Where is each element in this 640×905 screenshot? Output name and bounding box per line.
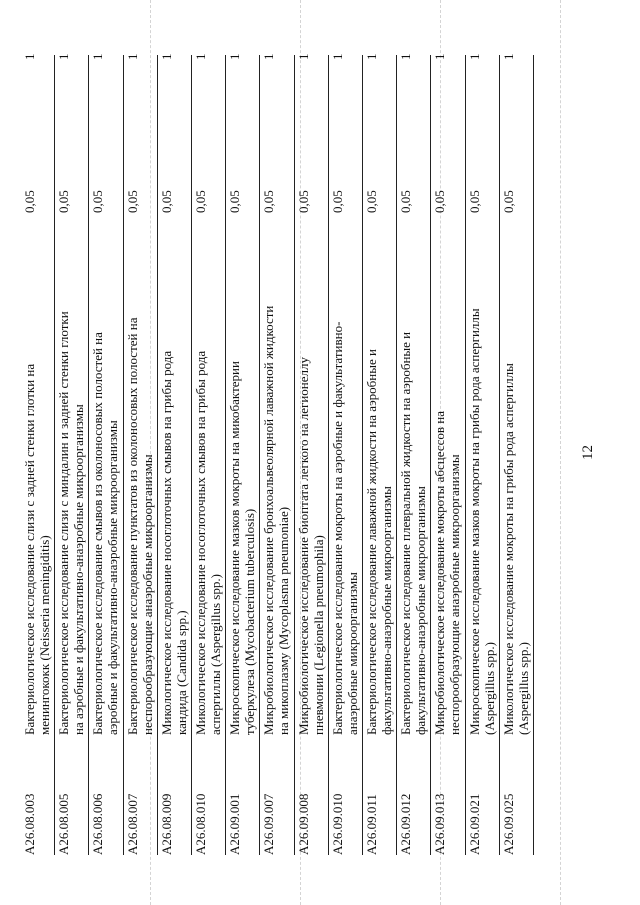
row-coefficient: 0,05 (261, 190, 277, 213)
row-divider (465, 55, 466, 855)
row-coefficient: 0,05 (364, 190, 379, 213)
row-quantity: 1 (124, 53, 140, 60)
row-code: A26.09.011 (364, 794, 379, 855)
row-divider (54, 55, 55, 855)
row-divider (533, 55, 534, 855)
row-divider (499, 55, 500, 855)
row-quantity: 1 (56, 53, 72, 60)
row-code: A26.08.007 (124, 793, 140, 855)
row-coefficient: 0,05 (466, 190, 482, 213)
row-divider (123, 55, 124, 855)
column-guide-line (560, 0, 561, 905)
row-coefficient: 0,05 (193, 190, 208, 213)
row-code: A26.08.005 (56, 793, 72, 855)
row-quantity: 1 (227, 53, 243, 60)
row-divider (259, 55, 260, 855)
row-code: A26.09.008 (295, 793, 311, 855)
row-code: A26.09.013 (432, 793, 448, 855)
row-quantity: 1 (329, 53, 345, 60)
row-divider (157, 55, 158, 855)
row-name: Микробиологическое исследование бронхоальвеолярной лаважной жидкости на микоплазму (Mycoplasma pneumoniae) (261, 305, 292, 735)
row-name: Бактериологическое исследование плевральной жидкости на аэробные и факультативно-анаэробные микроорганизмы (398, 331, 429, 735)
row-coefficient: 0,05 (124, 190, 140, 213)
row-code: A26.08.009 (158, 793, 174, 855)
row-coefficient: 0,05 (295, 190, 311, 213)
row-code: A26.09.025 (500, 793, 516, 855)
row-divider (430, 55, 431, 855)
row-quantity: 1 (364, 53, 379, 60)
row-divider (88, 55, 89, 855)
row-coefficient: 0,05 (432, 190, 448, 213)
row-coefficient: 0,05 (329, 190, 345, 213)
row-name: Микробиологическое исследование биоптата легкого на легионеллу пневмонии (Legionella pneumophila) (295, 356, 326, 735)
row-divider (225, 55, 226, 855)
row-divider (362, 55, 363, 855)
row-name: Бактериологическое исследование слизи с задней стенки глотки на менингококк (Neisseria meningiditis) (22, 363, 52, 735)
row-quantity: 1 (193, 53, 208, 60)
row-code: A26.09.007 (261, 793, 277, 855)
row-coefficient: 0,05 (56, 190, 72, 213)
row-name: Микологическое исследование носоглоточных смывов на грибы рода кандида (Candida spp.) (158, 350, 189, 735)
row-code: A26.08.010 (193, 793, 208, 855)
row-quantity: 1 (432, 53, 448, 60)
row-name: Бактериологическое исследование мокроты на аэробные и факультативно-анаэробные микроорганизмы (329, 321, 360, 735)
row-name: Бактериологическое исследование слизи с миндалин и задней стенки глотки на аэробные и факультативно-анаэробные микроорганизмы (56, 311, 87, 735)
row-coefficient: 0,05 (90, 190, 106, 213)
row-quantity: 1 (261, 53, 277, 60)
row-quantity: 1 (158, 53, 174, 60)
row-name: Микроскопическое исследование мазков мокроты на микобактерии туберкулеза (Mycobacterium tuberculosis) (227, 361, 258, 735)
row-name: Микробиологическое исследование мокроты абсцессов на неспорообразующие анаэробные микроорганизмы (432, 410, 463, 735)
row-name: Бактериологическое исследование пунктатов из околоносовых полостей на неспорообразующие анаэробные микроорганизмы (124, 317, 155, 735)
row-quantity: 1 (295, 53, 311, 60)
row-quantity: 1 (90, 53, 106, 60)
row-code: A26.09.001 (227, 793, 243, 855)
row-coefficient: 0,05 (22, 190, 37, 213)
row-code: A26.08.003 (22, 793, 37, 855)
row-code: A26.09.012 (398, 793, 414, 855)
row-code: A26.09.010 (329, 793, 345, 855)
row-quantity: 1 (398, 53, 414, 60)
row-name: Микологическое исследование носоглоточных смывов на грибы рода аспергиллы (Aspergillus spp.) (193, 350, 223, 735)
row-coefficient: 0,05 (158, 190, 174, 213)
row-quantity: 1 (22, 53, 37, 60)
row-divider (396, 55, 397, 855)
page-number: 12 (580, 445, 596, 460)
row-coefficient: 0,05 (227, 190, 243, 213)
row-name: Бактериологическое исследование лаважной жидкости на аэробные и факультативно-анаэробные микроорганизмы (364, 349, 394, 735)
row-name: Микологическое исследование мокроты на грибы рода аспергиллы (Aspergillus spp.) (500, 363, 531, 735)
row-name: Бактериологическое исследование смывов из околоносовых полостей на аэробные и факультативно-анаэробные микроорганизмы (90, 332, 121, 735)
row-quantity: 1 (466, 53, 482, 60)
row-name: Микроскопическое исследование мазков мокроты на грибы рода аспергиллы (Aspergillus spp.) (466, 308, 497, 735)
row-divider (328, 55, 329, 855)
row-code: A26.09.021 (466, 793, 482, 855)
row-code: A26.08.006 (90, 793, 106, 855)
row-coefficient: 0,05 (500, 190, 516, 213)
row-divider (191, 55, 192, 855)
row-coefficient: 0,05 (398, 190, 414, 213)
row-quantity: 1 (500, 53, 516, 60)
row-divider (294, 55, 295, 855)
